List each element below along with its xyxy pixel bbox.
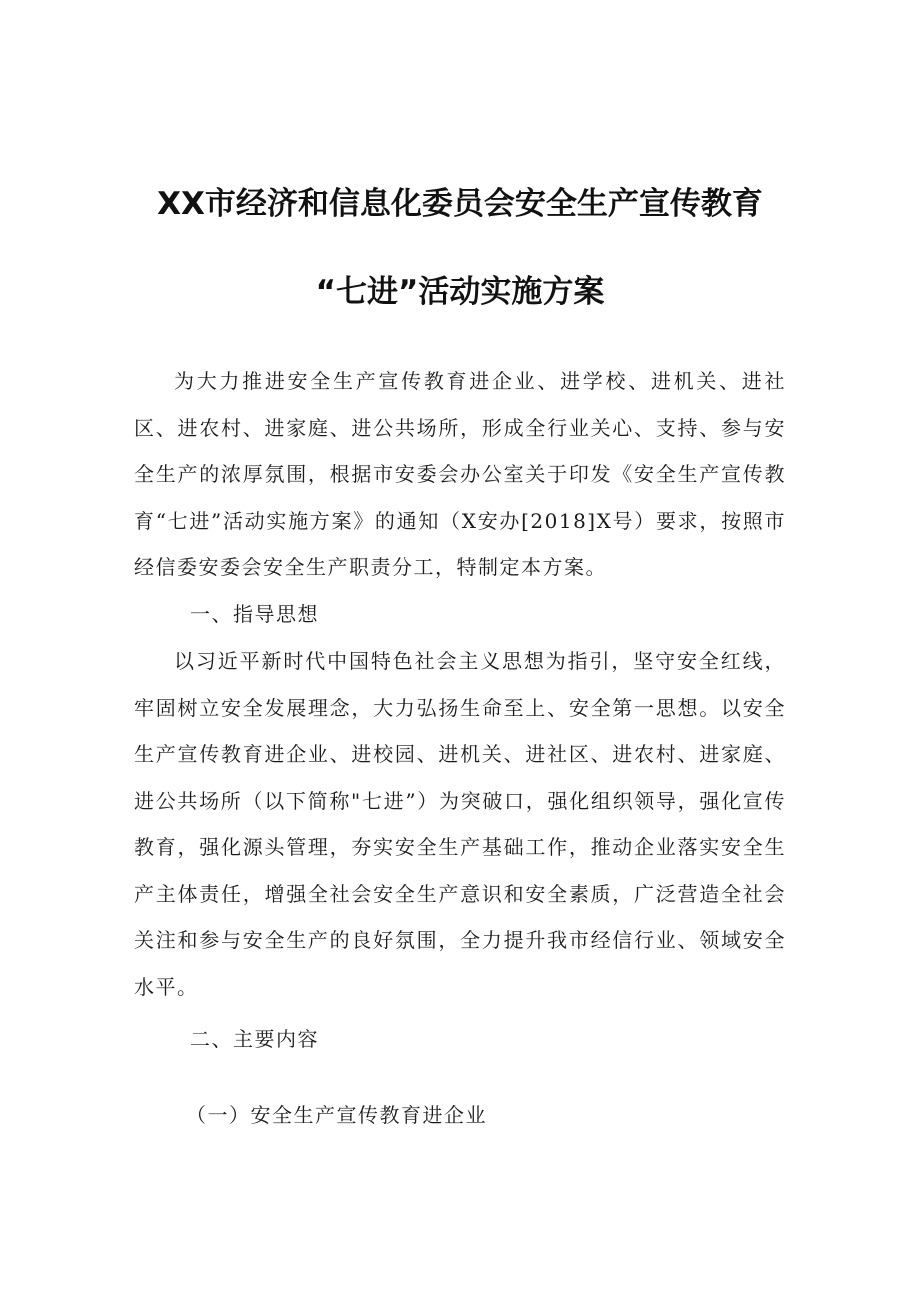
- guiding-ideology-paragraph: 以习近平新时代中国特色社会主义思想为指引，坚守安全红线，牢固树立安全发展理念，大力弘扬生命至上、安全第一思想。以安全生产宣传教育进企业、进校园、进机关、进社区、进农村、进家庭、进公共场所（以下简称"七进”）为突破口，强化组织领导，强化宣传教育，强化源头管理，夯实安全生产基础工作，推动企业落实安全生产主体责任，增强全社会安全生产意识和安全素质，广泛营造全社会关注和参与安全生产的良好氛围，全力提升我市经信行业、领域安全水平。: [134, 649, 786, 999]
- intro-paragraph: 为大力推进安全生产宣传教育进企业、进学校、进机关、进社区、进农村、进家庭、进公共场所，形成全行业关心、支持、参与安全生产的浓厚氛围，根据市安委会办公室关于印发《安全生产宣传教育“七进”活动实施方案》的通知（X安办[2018]X号）要求，按照市经信委安委会安全生产职责分工，特制定本方案。: [134, 369, 786, 579]
- document-title-line2: “七进”活动实施方案: [315, 274, 605, 310]
- section-heading-guiding-ideology: 一、指导思想: [190, 602, 319, 626]
- section-heading-main-content: 二、主要内容: [190, 1027, 319, 1051]
- subsection-heading-enterprise: （一）安全生产宣传教育进企业: [186, 1103, 487, 1127]
- document-title-line1: XX市经济和信息化委员会安全生产宣传教育: [157, 186, 763, 222]
